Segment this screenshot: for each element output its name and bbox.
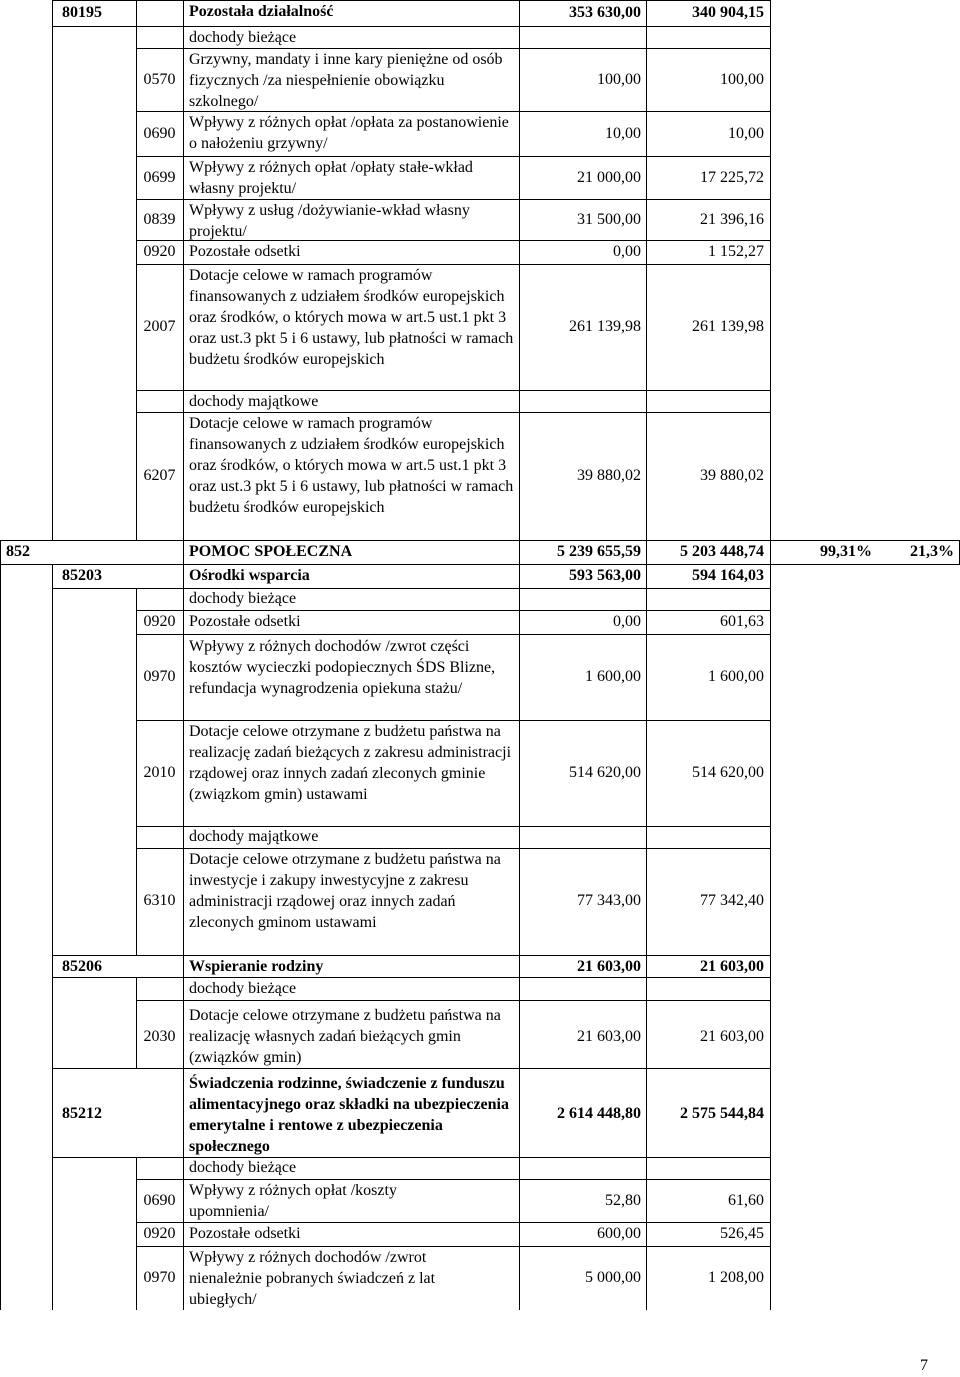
chapter-name: Ośrodki wsparcia <box>189 567 310 584</box>
item-name: Dotacje celowe otrzymane z budżetu państwa na realizację zadań bieżących z zakresu administracji rządowej oraz innych zadań zleconych gminie (związkom gmin) ustawami <box>189 723 512 803</box>
exec-value: 514 620,00 <box>692 764 764 781</box>
rule <box>52 977 770 978</box>
income-type-label: dochody bieżące <box>189 590 297 607</box>
paragraph-code: 0920 <box>143 1225 176 1242</box>
rule <box>136 977 137 1068</box>
plan-value: 21 000,00 <box>577 168 641 186</box>
item-name: Dotacje celowe otrzymane z budżetu państwa na realizację własnych zadań bieżących gmin (związków gmin) <box>189 1007 501 1066</box>
item-name: Wpływy z usług /dożywianie-wkład własny projektu/ <box>189 202 470 240</box>
rule <box>770 540 771 1310</box>
item-name: Wpływy z różnych dochodów /zwrot nienależnie pobranych świadczeń z lat ubiegłych/ <box>189 1249 436 1308</box>
exec-value: 5 203 448,74 <box>680 543 764 560</box>
paragraph-code: 2030 <box>143 1028 176 1045</box>
paragraph-code: 6310 <box>143 892 176 909</box>
paragraph-code: 0920 <box>143 613 176 630</box>
rule <box>52 955 770 956</box>
paragraph-code: 0570 <box>143 70 176 88</box>
item-name: Pozostałe odsetki <box>189 243 301 260</box>
rule <box>183 540 184 1310</box>
plan-value: 10,00 <box>605 124 641 142</box>
rule <box>52 26 770 27</box>
rule <box>136 634 770 635</box>
rule <box>52 0 53 540</box>
income-type-label: dochody majątkowe <box>189 828 319 845</box>
plan-value: 514 620,00 <box>569 764 641 781</box>
plan-value: 0,00 <box>613 243 641 260</box>
paragraph-code: 0690 <box>143 1192 176 1209</box>
exec-value: 1 152,27 <box>708 243 764 260</box>
rule <box>136 1000 770 1001</box>
rule <box>0 540 1 1310</box>
plan-value: 21 603,00 <box>577 1028 641 1045</box>
chapter-name: Świadczenia rodzinne, świadczenie z funduszu alimentacyjnego oraz składki na ubezpieczenia emerytalne i rentowe z ubezpieczenia społecznego <box>189 1075 509 1155</box>
paragraph-code: 0699 <box>143 168 176 186</box>
percent-value: 99,31% <box>820 543 872 560</box>
item-name: Wpływy z różnych dochodów /zwrot części kosztów wycieczki podopiecznych ŚDS Blizne, refundacja wynagrodzenia opiekuna stażu/ <box>189 638 496 697</box>
plan-value: 1 600,00 <box>585 668 641 685</box>
plan-value: 31 500,00 <box>577 210 641 228</box>
rule <box>136 1222 770 1223</box>
plan-value: 39 880,02 <box>577 467 641 484</box>
exec-value: 594 164,03 <box>692 567 764 584</box>
paragraph-code: 2010 <box>143 764 176 781</box>
chapter-code: 80195 <box>62 4 102 21</box>
item-name: Dotacje celowe otrzymane z budżetu państwa na inwestycje i zakupy inwestycyjne z zakresu administracji rządowej oraz innych zadań zleconych gminom ustawami <box>189 851 501 931</box>
plan-value: 52,80 <box>605 1192 641 1209</box>
exec-value: 61,60 <box>728 1192 764 1209</box>
rule <box>183 0 184 540</box>
rule <box>52 0 770 1</box>
exec-value: 39 880,02 <box>700 467 764 484</box>
rule <box>770 0 771 540</box>
plan-value: 2 614 448,80 <box>557 1105 641 1122</box>
chapter-name: Wspieranie rodziny <box>189 958 324 975</box>
exec-value: 340 904,15 <box>692 4 764 21</box>
rule <box>52 564 53 1310</box>
plan-value: 261 139,98 <box>569 318 641 335</box>
chapter-code: 85203 <box>62 567 102 584</box>
paragraph-code: 0839 <box>143 210 176 228</box>
plan-value: 21 603,00 <box>577 958 641 975</box>
plan-value: 593 563,00 <box>569 567 641 584</box>
page-number: 7 <box>920 1357 928 1374</box>
exec-value: 2 575 544,84 <box>680 1105 764 1122</box>
plan-value: 600,00 <box>597 1225 641 1242</box>
plan-value: 0,00 <box>613 613 641 630</box>
item-name: Pozostała działalność <box>189 3 334 20</box>
paragraph-code: 6207 <box>143 467 176 484</box>
share-value: 21,3% <box>910 543 954 560</box>
rule <box>52 1157 770 1158</box>
rule <box>136 390 770 391</box>
exec-value: 1 208,00 <box>708 1269 764 1286</box>
rule <box>52 588 770 589</box>
item-name: Grzywny, mandaty i inne kary pieniężne od osób fizycznych /za niespełnienie obowiązku szkolnego/ <box>189 51 503 110</box>
rule <box>0 564 960 565</box>
exec-value: 601,63 <box>720 613 764 630</box>
paragraph-code: 2007 <box>143 318 176 335</box>
paragraph-code: 0970 <box>143 1269 176 1286</box>
item-name: Wpływy z różnych opłat /opłata za postanowienie o nałożeniu grzywny/ <box>189 114 509 152</box>
exec-value: 77 342,40 <box>700 892 764 909</box>
exec-value: 261 139,98 <box>692 318 764 335</box>
exec-value: 526,45 <box>720 1225 764 1242</box>
exec-value: 21 396,16 <box>700 210 764 228</box>
income-type-label: dochody bieżące <box>189 1159 297 1176</box>
section-name: POMOC SPOŁECZNA <box>189 543 353 560</box>
exec-value: 21 603,00 <box>700 958 764 975</box>
exec-value: 1 600,00 <box>708 668 764 685</box>
plan-value: 5 239 655,59 <box>557 543 641 560</box>
chapter-code: 85206 <box>62 958 102 975</box>
income-type-label: dochody bieżące <box>189 980 297 997</box>
exec-value: 21 603,00 <box>700 1028 764 1045</box>
plan-value: 100,00 <box>597 70 641 88</box>
paragraph-code: 0920 <box>143 243 176 260</box>
rule <box>52 1068 770 1069</box>
rule <box>136 610 770 611</box>
item-name: Pozostałe odsetki <box>189 613 301 630</box>
item-name: Pozostałe odsetki <box>189 1225 301 1242</box>
item-name: Dotacje celowe w ramach programów finansowanych z udziałem środków europejskich oraz środków, o których mowa w art.5 ust.1 pkt 3 oraz ust.3 pkt 5 i 6 ustawy, lub płatności w ramach budżetu środków europejskich <box>189 267 514 368</box>
exec-value: 100,00 <box>720 70 764 88</box>
item-name: Wpływy z różnych opłat /koszty upomnienia/ <box>189 1182 397 1220</box>
exec-value: 17 225,72 <box>700 168 764 186</box>
income-type-label: dochody bieżące <box>189 29 297 46</box>
chapter-code: 85212 <box>62 1105 102 1122</box>
section-code: 852 <box>6 543 30 560</box>
plan-value: 353 630,00 <box>569 4 641 21</box>
plan-value: 77 343,00 <box>577 892 641 909</box>
item-name: Wpływy z różnych opłat /opłaty stałe-wkład własny projektu/ <box>189 159 473 197</box>
paragraph-code: 0690 <box>143 124 176 142</box>
plan-value: 5 000,00 <box>585 1269 641 1286</box>
item-name: Dotacje celowe w ramach programów finansowanych z udziałem środków europejskich oraz środków, o których mowa w art.5 ust.1 pkt 3 oraz ust.3 pkt 5 i 6 ustawy, lub płatności w ramach budżetu środków europejskich <box>189 415 514 516</box>
rule <box>0 540 960 541</box>
exec-value: 10,00 <box>728 124 764 142</box>
income-type-label: dochody majątkowe <box>189 393 319 410</box>
paragraph-code: 0970 <box>143 668 176 685</box>
